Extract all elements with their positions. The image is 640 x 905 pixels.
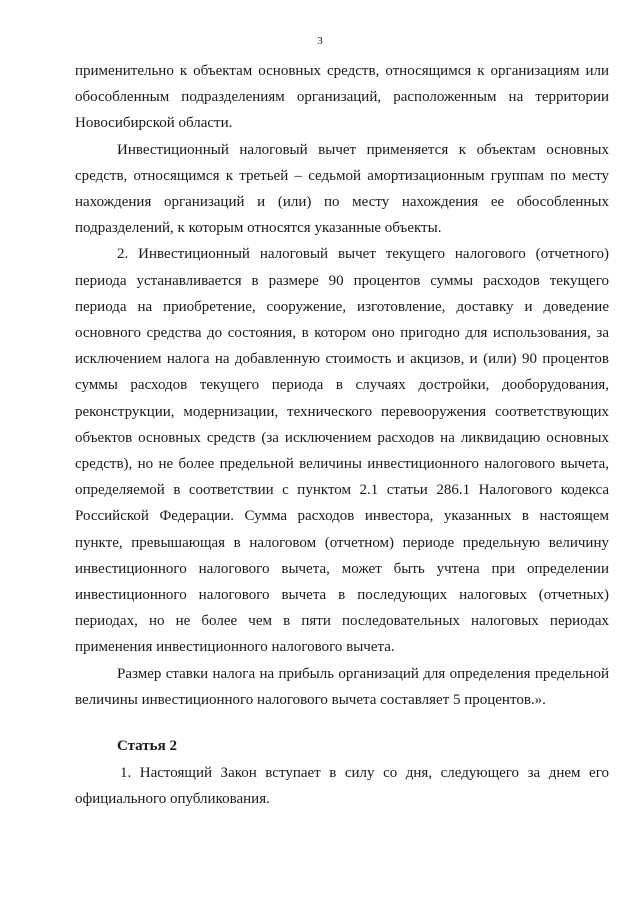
article-paragraph-1: 1. Настоящий Закон вступает в силу со дня, следующего за днем его официального опубликования.: [75, 765, 609, 808]
paragraph-continuation: применительно к объектам основных средств, относящимся к организациям или обособленным подразделениям организаций, расположенным на территории Новосибирской области.: [75, 63, 609, 132]
page-number: 3: [317, 35, 323, 47]
article-heading: Статья 2: [117, 738, 177, 754]
paragraph-item-2: 2. Инвестиционный налоговый вычет текущего налогового (отчетного) периода устанавливается в размере 90 процентов суммы расходов текущего периода на приобретение, сооружение, изготовление, доставку и доведение основного средства до состояния, в котором оно пригодно для использования, за исключением налога на добавленную стоимость и акцизов, и (или) 90 процентов суммы расходов текущего периода в случаях достройки, дооборудования, реконструкции, модернизации, технического перевооружения соответствующих объектов основных средств (за исключением расходов на ликвидацию основных средств), но не более предельной величины инвестиционного налогового вычета, определяемой в соответствии с пунктом 2.1 статьи 286.1 Налогового кодекса Российской Федерации. Сумма расходов инвестора, указанных в настоящем пункте, превышающая в налоговом (отчетном) периоде предельную величину инвестиционного налогового вычета, может быть учтена при определении инвестиционного налогового вычета в последующих налоговых (отчетных) периодах, но не более чем в пяти последовательных налоговых периодах применения инвестиционного налогового вычета.: [75, 246, 609, 656]
body-text: [75, 58, 609, 713]
paragraph-investment-deduction-scope: Инвестиционный налоговый вычет применяется к объектам основных средств, относящимся к третьей – седьмой амортизационным группам по месту нахождения организаций и (или) по месту нахождения ее обособленных подразделений, к которым относятся указанные объекты.: [75, 141, 609, 237]
paragraph-tax-rate: Размер ставки налога на прибыль организаций для определения предельной величины инвестиционного налогового вычета составляет 5 процентов.».: [75, 665, 609, 708]
article-text: [75, 760, 609, 812]
